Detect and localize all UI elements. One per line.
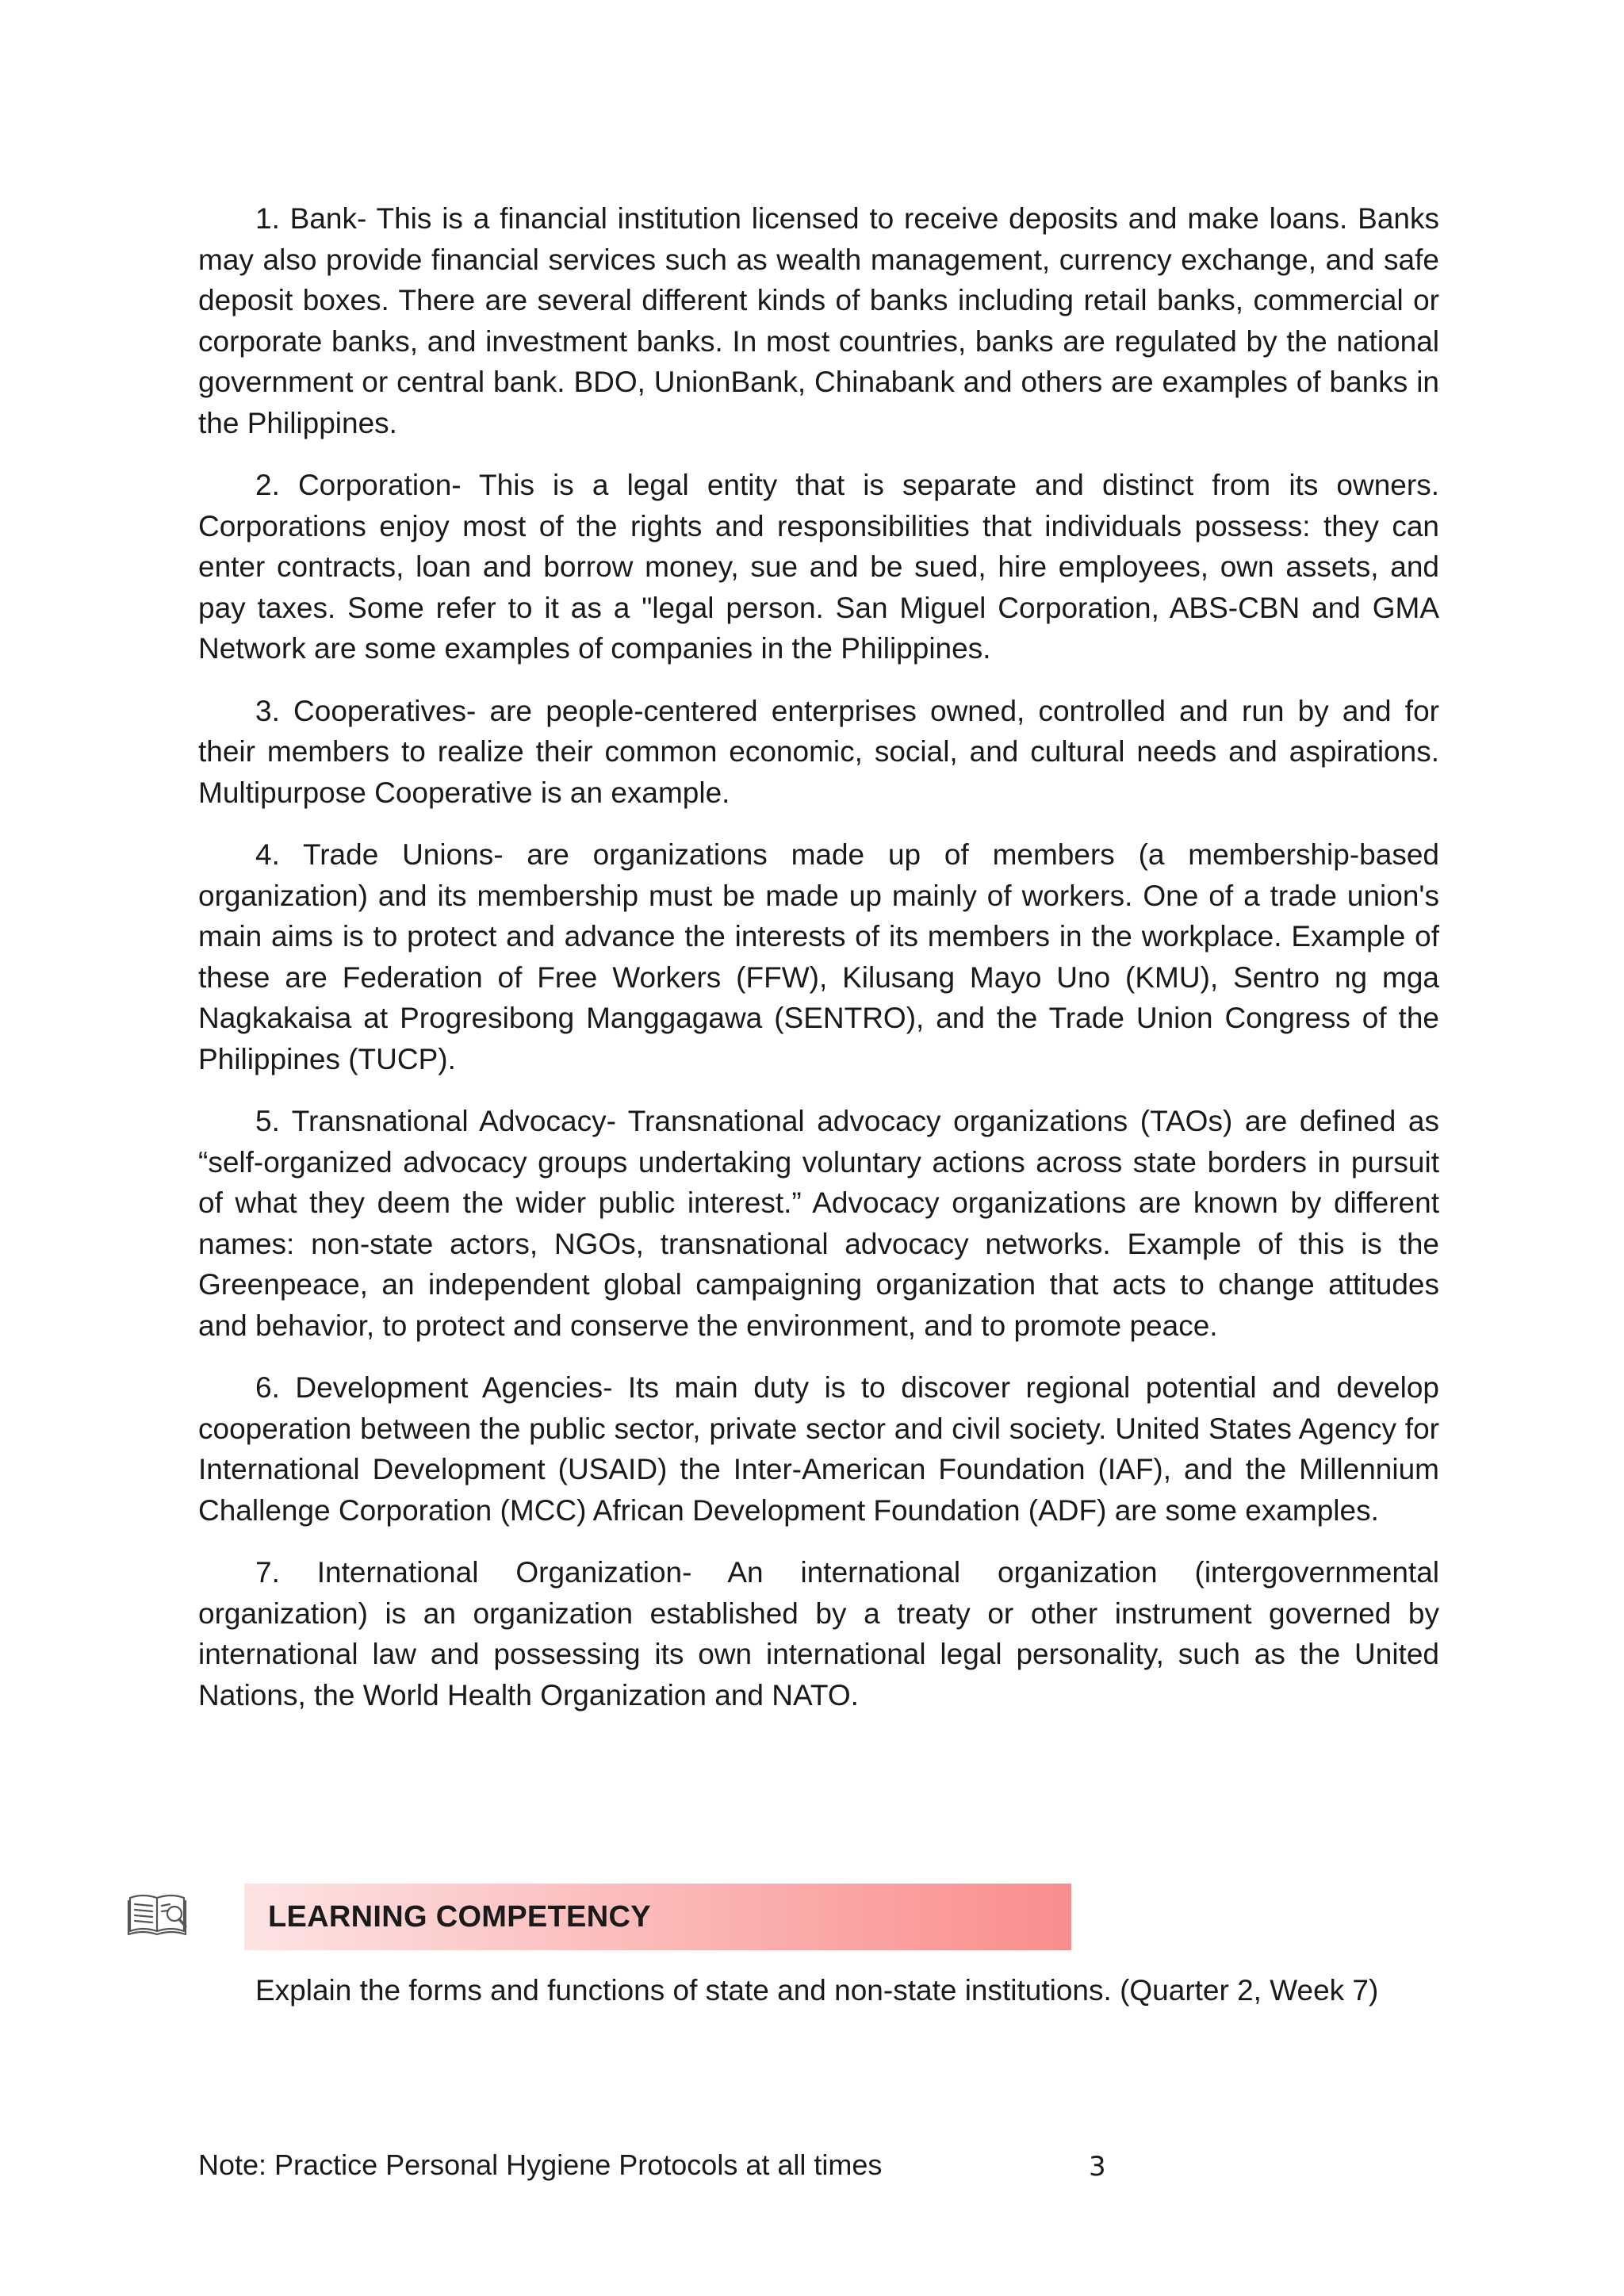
learning-competency-header — [127, 1884, 1078, 1955]
page-number: 3 — [1089, 2151, 1106, 2183]
learning-competency-title: LEARNING COMPETENCY — [268, 1899, 651, 1934]
body-text — [198, 198, 1439, 1737]
paragraph-international-organization: 7. International Organization- An international organization (intergovernmental organization) is an organization established by a treaty or other instrument governed by international law and possessing its own international legal personality, such as the United Nations, the World Health Organization and NATO. — [198, 1556, 1439, 1711]
paragraph-development-agencies: 6. Development Agencies- Its main duty is to discover regional potential and develop cooperation between the public sector, private sector and civil society. United States Agency for International Development (USAID) the Inter-American Foundation (IAF), and the Millennium Challenge Corporation (MCC) African Development Foundation (ADF) are some examples. — [198, 1371, 1439, 1527]
paragraph-trade-unions: 4. Trade Unions- are organizations made up of members (a membership-based organization) and its membership must be made up mainly of workers. One of a trade union's main aims is to protect and advance the interests of its members in the workplace. Example of these are Federation of Free Workers (FFW), Kilusang Mayo Uno (KMU), Sentro ng mga Nagkakaisa at Progresibong Manggagawa (SENTRO), and the Trade Union Congress of the Philippines (TUCP). — [198, 838, 1439, 1075]
paragraph-transnational-advocacy: 5. Transnational Advocacy- Transnational advocacy organizations (TAOs) are defined as “self-organized advocacy groups undertaking voluntary actions across state borders in pursuit of what they deem the wider public interest.” Advocacy organizations are known by different names: non-state actors, NGOs, transnational advocacy networks. Example of this is the Greenpeace, an independent global campaigning organization that acts to change attitudes and behavior, to protect and conserve the environment, and to promote peace. — [198, 1105, 1439, 1342]
footer-note: Note: Practice Personal Hygiene Protocols at all times — [198, 2148, 883, 2181]
paragraph-cooperatives: 3. Cooperatives- are people-centered enterprises owned, controlled and run by and for their members to realize their common economic, social, and cultural needs and aspirations. Multipurpose Cooperative is an example. — [198, 694, 1439, 809]
paragraph-bank: 1. Bank- This is a financial institution licensed to receive deposits and make loans. Banks may also provide financial services such as wealth management, currency exchange, and safe deposit boxes. There are several different kinds of banks including retail banks, commercial or corporate banks, and investment banks. In most countries, banks are regulated by the national government or central bank. BDO, UnionBank, Chinabank and others are examples of banks in the Philippines. — [198, 202, 1439, 439]
book-magnifier-icon — [127, 1890, 190, 1939]
learning-competency-text: Explain the forms and functions of state and non-state institutions. (Quarter 2, Week 7) — [255, 1974, 1379, 2007]
learning-competency-banner — [244, 1884, 1071, 1950]
paragraph-corporation: 2. Corporation- This is a legal entity that is separate and distinct from its owners. Corporations enjoy most of the rights and responsibilities that individuals possess: they can enter contracts, loan and borrow money, sue and be sued, hire employees, own assets, and pay taxes. Some refer to it as a "legal person. San Miguel Corporation, ABS-CBN and GMA Network are some examples of companies in the Philippines. — [198, 469, 1439, 665]
